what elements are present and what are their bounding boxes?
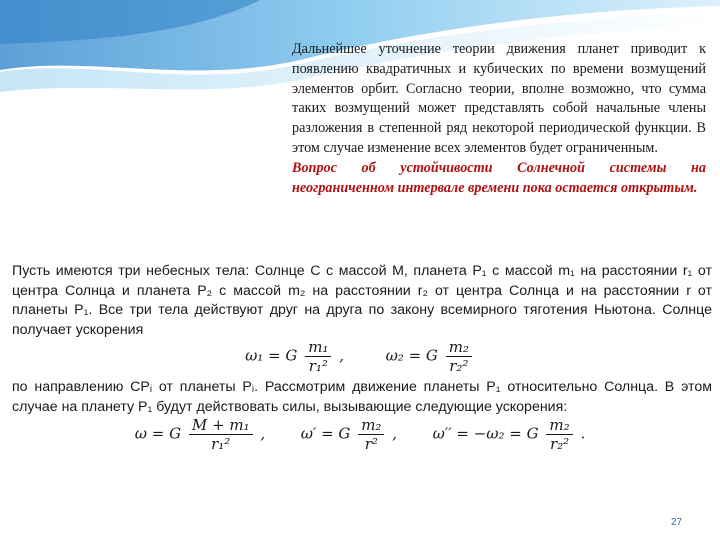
highlight-text: Вопрос об устойчивости Солнечной системы на неограниченном интервале времени пока остается открытым. bbox=[292, 159, 706, 196]
formula2-separator-2: , bbox=[392, 424, 398, 443]
top-text: Дальнейшее уточнение теории движения планет приводит к появлению квадратичных и кубических по времени возмущений элементов орбит. Согласно теории, вполне возможно, что сумма таких возмущений может представлять собой начальные члены разложения в степенной ряд некоторой периодической функции. В этом случае изменение всех элементов будет ограниченным. bbox=[292, 41, 706, 156]
omega1-lhs: ω₁ = G bbox=[245, 346, 298, 365]
omega-prime-denominator: r² bbox=[364, 435, 378, 453]
omega2-denominator: r₂² bbox=[449, 357, 469, 375]
omega-prime-numerator: m₂ bbox=[358, 416, 384, 435]
formula2-separator-1: , bbox=[260, 424, 266, 443]
formula1-separator: , bbox=[339, 346, 344, 365]
formula-solar-accelerations bbox=[0, 338, 720, 375]
omega2-lhs: ω₂ = G bbox=[385, 346, 438, 365]
paragraph-2: по направлению CPᵢ от планеты Pᵢ. Рассмотрим движение планеты P₁ относительно Солнца. В этом случае на планету P₁ будут действовать силы, вызывающие следующие ускорения: bbox=[12, 379, 712, 415]
omega-double-prime-denominator: r₂² bbox=[549, 435, 570, 453]
omega-prime-lhs: ω′ = G bbox=[300, 424, 351, 443]
page-number: 27 bbox=[671, 517, 683, 528]
paragraph-1: Пусть имеются три небесных тела: Солнце C с массой M, планета P₁ с массой m₁ на расстоянии r₁ от центра Солнца и планета P₂ с массой m₂ на расстоянии r₂ от центра Солнца и на расстоянии r от планеты P₁. Все три тела действуют друг на друга по закону всемирного тяготения Ньютона. Солнце получает ускорения bbox=[12, 263, 712, 338]
omega-fraction bbox=[189, 416, 253, 453]
formula2-end: . bbox=[580, 424, 586, 443]
omega1-fraction bbox=[305, 338, 331, 375]
omega-double-prime-fraction bbox=[546, 416, 572, 453]
omega-double-prime-lhs: ω′′ = −ω₂ = G bbox=[432, 424, 539, 443]
omega-double-prime-numerator: m₂ bbox=[546, 416, 572, 435]
omega-denominator: r₁² bbox=[211, 435, 231, 453]
omega1-denominator: r₁² bbox=[308, 357, 328, 375]
omega-lhs: ω = G bbox=[134, 424, 182, 443]
formula-planet-accelerations bbox=[0, 416, 720, 453]
omega-prime-fraction bbox=[358, 416, 384, 453]
top-paragraph bbox=[292, 40, 706, 198]
omega-numerator: M + m₁ bbox=[189, 416, 253, 435]
omega2-numerator: m₂ bbox=[446, 338, 472, 357]
omega1-numerator: m₁ bbox=[305, 338, 331, 357]
omega2-fraction bbox=[446, 338, 472, 375]
